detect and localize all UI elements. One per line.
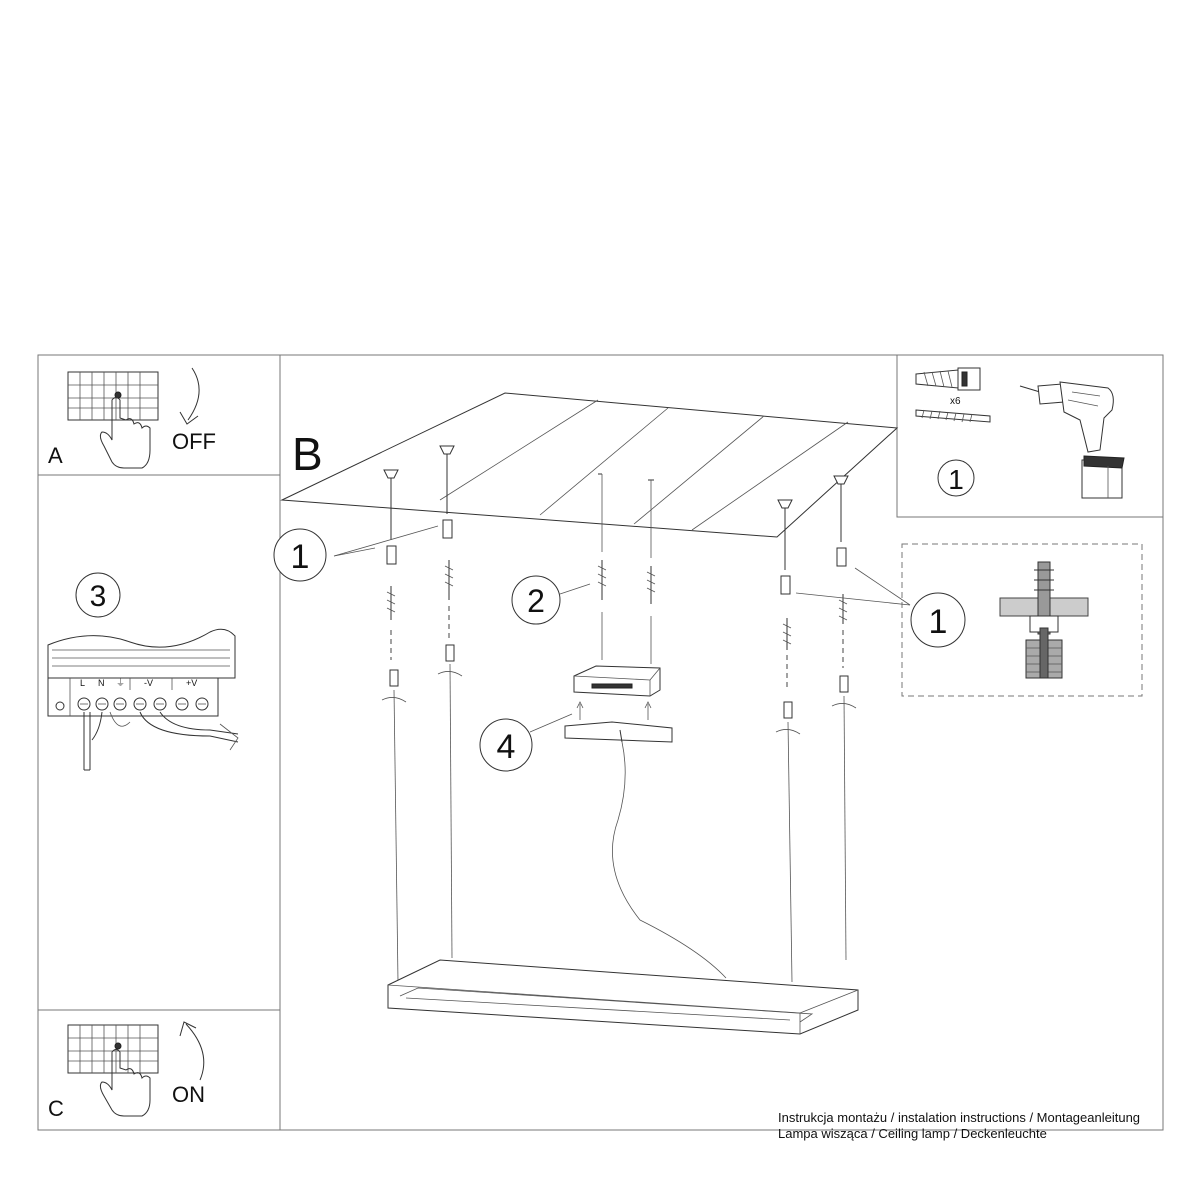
panel-a-letter: A <box>48 443 63 468</box>
instructions-caption <box>778 1110 1140 1142</box>
panel-b <box>274 393 965 1034</box>
wall-plug-icon <box>1026 562 1062 678</box>
fixing-point-right-1 <box>776 500 800 982</box>
callout-2-number: 2 <box>527 583 545 619</box>
panel-a-action: OFF <box>172 429 216 454</box>
terminal-label-l: L <box>80 678 86 688</box>
ceiling <box>282 393 897 537</box>
arrow-up-icon <box>180 1022 204 1080</box>
fixing-detail <box>1000 562 1088 678</box>
callout-1-left-number: 1 <box>290 538 310 576</box>
callout-1-right <box>796 568 965 647</box>
terminal-label-minus-v: -V <box>144 678 153 688</box>
luminaire <box>388 960 858 1034</box>
kit-panel <box>916 368 1124 498</box>
terminal-label-plus-v: +V <box>186 678 198 688</box>
callout-4-number: 4 <box>496 728 516 766</box>
arrow-down-icon <box>180 368 199 424</box>
callout-4 <box>480 714 572 771</box>
callout-2 <box>512 576 590 624</box>
power-supply-icon <box>48 629 235 716</box>
wall-plug-icon <box>916 368 980 390</box>
caption-line-2: Lampa wisząca / Ceiling lamp / Deckenleuchte <box>778 1126 1047 1141</box>
panel-b-letter: B <box>292 428 323 480</box>
terminal-label-n: N <box>98 678 105 688</box>
screw-icon <box>916 410 990 422</box>
callout-1-left <box>274 526 438 581</box>
breaker-switch-icon <box>68 1025 158 1073</box>
drill-icon <box>1020 382 1124 498</box>
fixing-point-right-2 <box>832 476 856 960</box>
caption-line-1: Instrukcja montażu / instalation instructions / Montageanleitung <box>778 1110 1141 1125</box>
supply-wires <box>84 712 238 770</box>
terminal-label-earth: ⏚ <box>116 678 126 688</box>
terminal-block <box>48 573 238 770</box>
panel-c-action: ON <box>172 1082 205 1107</box>
callout-3: 3 <box>89 580 107 613</box>
panel-c <box>48 1022 205 1121</box>
callout-1-right-number: 1 <box>928 603 948 641</box>
kit-quantity: x6 <box>950 396 961 407</box>
panel-a <box>48 368 216 468</box>
kit-step-number: 1 <box>948 464 964 495</box>
panel-c-letter: C <box>48 1096 64 1121</box>
canopy <box>565 666 726 978</box>
fixing-point-left-1 <box>382 470 406 982</box>
breaker-switch-icon <box>68 372 158 420</box>
fixing-point-left-2 <box>438 446 462 958</box>
